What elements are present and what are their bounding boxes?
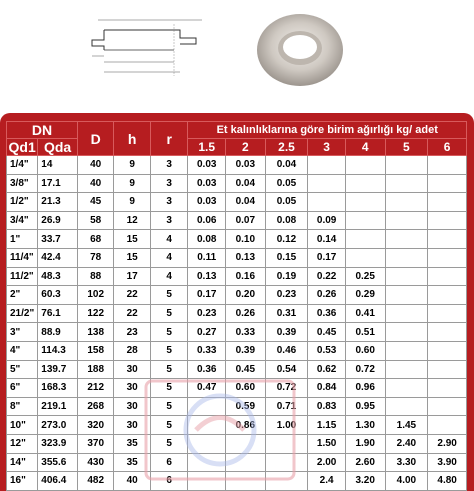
weight-cell: 0.33 bbox=[188, 341, 226, 360]
weight-cell: 0.14 bbox=[308, 230, 346, 249]
thickness-header: 4 bbox=[345, 139, 385, 156]
outer-diameter-cell: 139.7 bbox=[38, 360, 78, 379]
d-cell: 158 bbox=[77, 341, 114, 360]
weight-table-container bbox=[0, 113, 474, 491]
r-cell: 5 bbox=[150, 416, 188, 435]
weight-cell: 0.53 bbox=[308, 341, 346, 360]
weight-cell: 0.72 bbox=[265, 379, 308, 398]
size-cell: 12" bbox=[7, 434, 38, 453]
size-cell: 11/2" bbox=[7, 267, 38, 286]
weight-cell: 0.62 bbox=[308, 360, 346, 379]
weight-cell bbox=[428, 193, 467, 212]
thickness-header: 1.5 bbox=[188, 139, 226, 156]
r-cell: 3 bbox=[150, 156, 188, 175]
weight-cell: 0.20 bbox=[225, 286, 265, 305]
outer-diameter-cell: 48.3 bbox=[38, 267, 78, 286]
table-row bbox=[7, 193, 467, 212]
r-cell: 5 bbox=[150, 397, 188, 416]
weight-cell: 0.04 bbox=[225, 193, 265, 212]
weight-cell bbox=[428, 211, 467, 230]
weight-cell: 2.60 bbox=[345, 453, 385, 472]
weight-cell: 1.00 bbox=[265, 416, 308, 435]
d-cell: 482 bbox=[77, 472, 114, 491]
weight-cell: 0.03 bbox=[188, 156, 226, 175]
weight-cell: 0.46 bbox=[265, 341, 308, 360]
h-cell: 15 bbox=[114, 248, 151, 267]
weight-cell: 0.13 bbox=[225, 248, 265, 267]
size-cell: 10" bbox=[7, 416, 38, 435]
outer-diameter-cell: 60.3 bbox=[38, 286, 78, 305]
weight-cell: 0.39 bbox=[225, 341, 265, 360]
weight-cell bbox=[428, 341, 467, 360]
weight-cell bbox=[428, 397, 467, 416]
weight-cell: 0.08 bbox=[265, 211, 308, 230]
r-cell: 5 bbox=[150, 286, 188, 305]
d-cell: 122 bbox=[77, 304, 114, 323]
weight-cell bbox=[385, 360, 428, 379]
outer-diameter-cell: 14 bbox=[38, 156, 78, 175]
qda-header: Qda bbox=[38, 139, 78, 156]
weight-cell bbox=[188, 397, 226, 416]
r-cell: 5 bbox=[150, 379, 188, 398]
weight-cell bbox=[428, 360, 467, 379]
weight-cell: 0.60 bbox=[345, 341, 385, 360]
table-row bbox=[7, 323, 467, 342]
weight-cell: 0.47 bbox=[188, 379, 226, 398]
weight-cell bbox=[385, 286, 428, 305]
table-row bbox=[7, 248, 467, 267]
h-cell: 22 bbox=[114, 304, 151, 323]
outer-diameter-cell: 406.4 bbox=[38, 472, 78, 491]
weight-cell bbox=[428, 156, 467, 175]
r-header: r bbox=[150, 122, 188, 156]
weight-cell bbox=[428, 230, 467, 249]
d-cell: 68 bbox=[77, 230, 114, 249]
r-cell: 5 bbox=[150, 434, 188, 453]
d-cell: 138 bbox=[77, 323, 114, 342]
outer-diameter-cell: 273.0 bbox=[38, 416, 78, 435]
outer-diameter-cell: 26.9 bbox=[38, 211, 78, 230]
weight-cell: 0.10 bbox=[225, 230, 265, 249]
h-cell: 35 bbox=[114, 453, 151, 472]
outer-diameter-cell: 114.3 bbox=[38, 341, 78, 360]
weight-cell: 0.27 bbox=[188, 323, 226, 342]
weight-cell bbox=[308, 156, 346, 175]
weight-cell: 0.26 bbox=[225, 304, 265, 323]
weight-cell bbox=[428, 267, 467, 286]
weight-cell bbox=[385, 193, 428, 212]
size-cell: 21/2" bbox=[7, 304, 38, 323]
weight-cell bbox=[385, 397, 428, 416]
weight-cell: 0.29 bbox=[345, 286, 385, 305]
weight-cell: 0.45 bbox=[225, 360, 265, 379]
size-cell: 3" bbox=[7, 323, 38, 342]
weight-cell: 0.03 bbox=[225, 156, 265, 175]
outer-diameter-cell: 42.4 bbox=[38, 248, 78, 267]
weight-cell: 0.54 bbox=[265, 360, 308, 379]
weight-cell: 4.80 bbox=[428, 472, 467, 491]
r-cell: 5 bbox=[150, 304, 188, 323]
weight-cell: 0.03 bbox=[188, 174, 226, 193]
weight-cell bbox=[428, 323, 467, 342]
weight-cell: 2.4 bbox=[308, 472, 346, 491]
weight-cell: 0.25 bbox=[345, 267, 385, 286]
r-cell: 4 bbox=[150, 248, 188, 267]
weight-cell bbox=[385, 267, 428, 286]
weight-cell bbox=[188, 453, 226, 472]
thickness-header: 2.5 bbox=[265, 139, 308, 156]
weight-cell: 0.11 bbox=[188, 248, 226, 267]
d-cell: 45 bbox=[77, 193, 114, 212]
d-cell: 40 bbox=[77, 156, 114, 175]
weight-cell bbox=[345, 230, 385, 249]
weight-cell: 0.39 bbox=[265, 323, 308, 342]
weight-cell bbox=[385, 211, 428, 230]
size-cell: 14" bbox=[7, 453, 38, 472]
outer-diameter-cell: 76.1 bbox=[38, 304, 78, 323]
h-cell: 30 bbox=[114, 360, 151, 379]
weight-cell: 0.96 bbox=[345, 379, 385, 398]
weight-cell bbox=[225, 434, 265, 453]
weight-cell: 3.90 bbox=[428, 453, 467, 472]
weight-cell: 0.17 bbox=[188, 286, 226, 305]
weight-cell: 0.59 bbox=[225, 397, 265, 416]
flange-ring-photo bbox=[255, 10, 345, 90]
weight-cell bbox=[225, 453, 265, 472]
table-row bbox=[7, 211, 467, 230]
weight-cell: 0.86 bbox=[225, 416, 265, 435]
weight-cell: 0.12 bbox=[265, 230, 308, 249]
weight-cell bbox=[428, 416, 467, 435]
weight-cell: 0.05 bbox=[265, 193, 308, 212]
weight-cell: 0.17 bbox=[308, 248, 346, 267]
thickness-header: 5 bbox=[385, 139, 428, 156]
weight-cell: 0.31 bbox=[265, 304, 308, 323]
h-cell: 9 bbox=[114, 193, 151, 212]
weight-cell: 1.90 bbox=[345, 434, 385, 453]
weight-cell: 0.72 bbox=[345, 360, 385, 379]
weight-cell: 2.90 bbox=[428, 434, 467, 453]
table-row bbox=[7, 230, 467, 249]
h-cell: 17 bbox=[114, 267, 151, 286]
table-row bbox=[7, 156, 467, 175]
weight-cell: 0.16 bbox=[225, 267, 265, 286]
r-cell: 4 bbox=[150, 230, 188, 249]
weight-cell bbox=[265, 472, 308, 491]
weight-cell bbox=[345, 193, 385, 212]
size-cell: 1/4" bbox=[7, 156, 38, 175]
qd1-header: Qd1 bbox=[7, 139, 38, 156]
table-row bbox=[7, 304, 467, 323]
h-cell: 9 bbox=[114, 156, 151, 175]
weight-cell: 1.30 bbox=[345, 416, 385, 435]
weight-cell bbox=[188, 416, 226, 435]
weight-cell: 1.15 bbox=[308, 416, 346, 435]
weight-cell: 0.23 bbox=[188, 304, 226, 323]
weight-cell bbox=[345, 156, 385, 175]
weight-cell bbox=[385, 156, 428, 175]
size-cell: 1" bbox=[7, 230, 38, 249]
r-cell: 4 bbox=[150, 267, 188, 286]
r-cell: 5 bbox=[150, 323, 188, 342]
weight-cell bbox=[188, 472, 226, 491]
weight-cell bbox=[225, 472, 265, 491]
outer-diameter-cell: 355.6 bbox=[38, 453, 78, 472]
weight-cell: 0.13 bbox=[188, 267, 226, 286]
weight-cell bbox=[385, 379, 428, 398]
weight-cell bbox=[345, 174, 385, 193]
size-cell: 11/4" bbox=[7, 248, 38, 267]
thickness-header: 3 bbox=[308, 139, 346, 156]
weight-cell: 2.40 bbox=[385, 434, 428, 453]
weight-cell: 0.83 bbox=[308, 397, 346, 416]
weight-cell bbox=[428, 174, 467, 193]
size-cell: 16" bbox=[7, 472, 38, 491]
h-cell: 30 bbox=[114, 397, 151, 416]
weight-cell bbox=[345, 211, 385, 230]
weight-cell: 0.41 bbox=[345, 304, 385, 323]
weight-cell: 0.36 bbox=[308, 304, 346, 323]
weight-cell: 0.04 bbox=[225, 174, 265, 193]
h-cell: 30 bbox=[114, 379, 151, 398]
weight-cell bbox=[428, 304, 467, 323]
weight-cell: 0.03 bbox=[188, 193, 226, 212]
table-row bbox=[7, 341, 467, 360]
table-row bbox=[7, 360, 467, 379]
outer-diameter-cell: 21.3 bbox=[38, 193, 78, 212]
weight-cell bbox=[385, 341, 428, 360]
size-cell: 6" bbox=[7, 379, 38, 398]
product-header bbox=[0, 0, 474, 112]
weight-cell: 0.04 bbox=[265, 156, 308, 175]
weight-table bbox=[6, 121, 467, 491]
h-cell: 22 bbox=[114, 286, 151, 305]
weight-table-body bbox=[7, 156, 467, 491]
d-cell: 212 bbox=[77, 379, 114, 398]
d-cell: 78 bbox=[77, 248, 114, 267]
weight-cell bbox=[385, 323, 428, 342]
weight-cell: 0.71 bbox=[265, 397, 308, 416]
weight-cell bbox=[385, 248, 428, 267]
r-cell: 3 bbox=[150, 211, 188, 230]
weight-cell bbox=[385, 230, 428, 249]
r-cell: 6 bbox=[150, 453, 188, 472]
weight-cell: 0.15 bbox=[265, 248, 308, 267]
h-cell: 40 bbox=[114, 472, 151, 491]
table-row bbox=[7, 267, 467, 286]
weight-cell: 1.50 bbox=[308, 434, 346, 453]
outer-diameter-cell: 168.3 bbox=[38, 379, 78, 398]
weight-cell: 0.60 bbox=[225, 379, 265, 398]
size-cell: 4" bbox=[7, 341, 38, 360]
d-cell: 40 bbox=[77, 174, 114, 193]
d-cell: 188 bbox=[77, 360, 114, 379]
r-cell: 3 bbox=[150, 193, 188, 212]
table-row bbox=[7, 174, 467, 193]
size-cell: 1/2" bbox=[7, 193, 38, 212]
weight-cell: 0.08 bbox=[188, 230, 226, 249]
table-row bbox=[7, 286, 467, 305]
weight-cell: 3.20 bbox=[345, 472, 385, 491]
table-row bbox=[7, 453, 467, 472]
outer-diameter-cell: 33.7 bbox=[38, 230, 78, 249]
h-cell: 23 bbox=[114, 323, 151, 342]
table-row bbox=[7, 472, 467, 491]
h-cell: 12 bbox=[114, 211, 151, 230]
weight-cell: 0.33 bbox=[225, 323, 265, 342]
size-cell: 2" bbox=[7, 286, 38, 305]
d-cell: 102 bbox=[77, 286, 114, 305]
r-cell: 6 bbox=[150, 472, 188, 491]
flange-technical-drawing bbox=[84, 16, 204, 86]
table-row bbox=[7, 397, 467, 416]
weight-cell: 0.36 bbox=[188, 360, 226, 379]
outer-diameter-cell: 219.1 bbox=[38, 397, 78, 416]
weight-cell: 0.84 bbox=[308, 379, 346, 398]
weight-cell bbox=[265, 453, 308, 472]
weight-cell bbox=[428, 248, 467, 267]
weight-cell: 3.30 bbox=[385, 453, 428, 472]
h-cell: 30 bbox=[114, 416, 151, 435]
outer-diameter-cell: 323.9 bbox=[38, 434, 78, 453]
h-cell: 9 bbox=[114, 174, 151, 193]
weight-cell: 1.45 bbox=[385, 416, 428, 435]
d-cell: 268 bbox=[77, 397, 114, 416]
h-header: h bbox=[114, 122, 151, 156]
size-cell: 8" bbox=[7, 397, 38, 416]
d-cell: 370 bbox=[77, 434, 114, 453]
weight-cell: 0.09 bbox=[308, 211, 346, 230]
table-row bbox=[7, 416, 467, 435]
weight-cell: 0.05 bbox=[265, 174, 308, 193]
weight-cell bbox=[188, 434, 226, 453]
r-cell: 5 bbox=[150, 341, 188, 360]
weight-cell bbox=[265, 434, 308, 453]
weight-cell bbox=[428, 286, 467, 305]
weight-cell bbox=[308, 193, 346, 212]
thickness-header: 2 bbox=[225, 139, 265, 156]
weight-cell: 4.00 bbox=[385, 472, 428, 491]
weight-cell: 0.51 bbox=[345, 323, 385, 342]
outer-diameter-cell: 17.1 bbox=[38, 174, 78, 193]
table-row bbox=[7, 379, 467, 398]
wall-thickness-title: Et kalınlıklarına göre birim ağırlığı kg/ adet bbox=[188, 122, 467, 139]
weight-cell bbox=[428, 379, 467, 398]
size-cell: 3/4" bbox=[7, 211, 38, 230]
weight-cell bbox=[385, 174, 428, 193]
r-cell: 5 bbox=[150, 360, 188, 379]
size-cell: 3/8" bbox=[7, 174, 38, 193]
weight-cell: 0.19 bbox=[265, 267, 308, 286]
h-cell: 28 bbox=[114, 341, 151, 360]
weight-cell: 0.95 bbox=[345, 397, 385, 416]
weight-cell: 0.22 bbox=[308, 267, 346, 286]
weight-cell bbox=[308, 174, 346, 193]
h-cell: 15 bbox=[114, 230, 151, 249]
d-cell: 58 bbox=[77, 211, 114, 230]
weight-cell bbox=[385, 304, 428, 323]
weight-cell: 0.26 bbox=[308, 286, 346, 305]
d-cell: 88 bbox=[77, 267, 114, 286]
d-cell: 320 bbox=[77, 416, 114, 435]
weight-cell: 0.07 bbox=[225, 211, 265, 230]
weight-cell: 2.00 bbox=[308, 453, 346, 472]
weight-cell: 0.06 bbox=[188, 211, 226, 230]
d-header: D bbox=[77, 122, 114, 156]
table-row bbox=[7, 434, 467, 453]
size-cell: 5" bbox=[7, 360, 38, 379]
h-cell: 35 bbox=[114, 434, 151, 453]
thickness-header: 6 bbox=[428, 139, 467, 156]
d-cell: 430 bbox=[77, 453, 114, 472]
weight-cell: 0.23 bbox=[265, 286, 308, 305]
weight-cell bbox=[345, 248, 385, 267]
outer-diameter-cell: 88.9 bbox=[38, 323, 78, 342]
r-cell: 3 bbox=[150, 174, 188, 193]
weight-cell: 0.45 bbox=[308, 323, 346, 342]
dn-header: DN bbox=[7, 122, 78, 139]
